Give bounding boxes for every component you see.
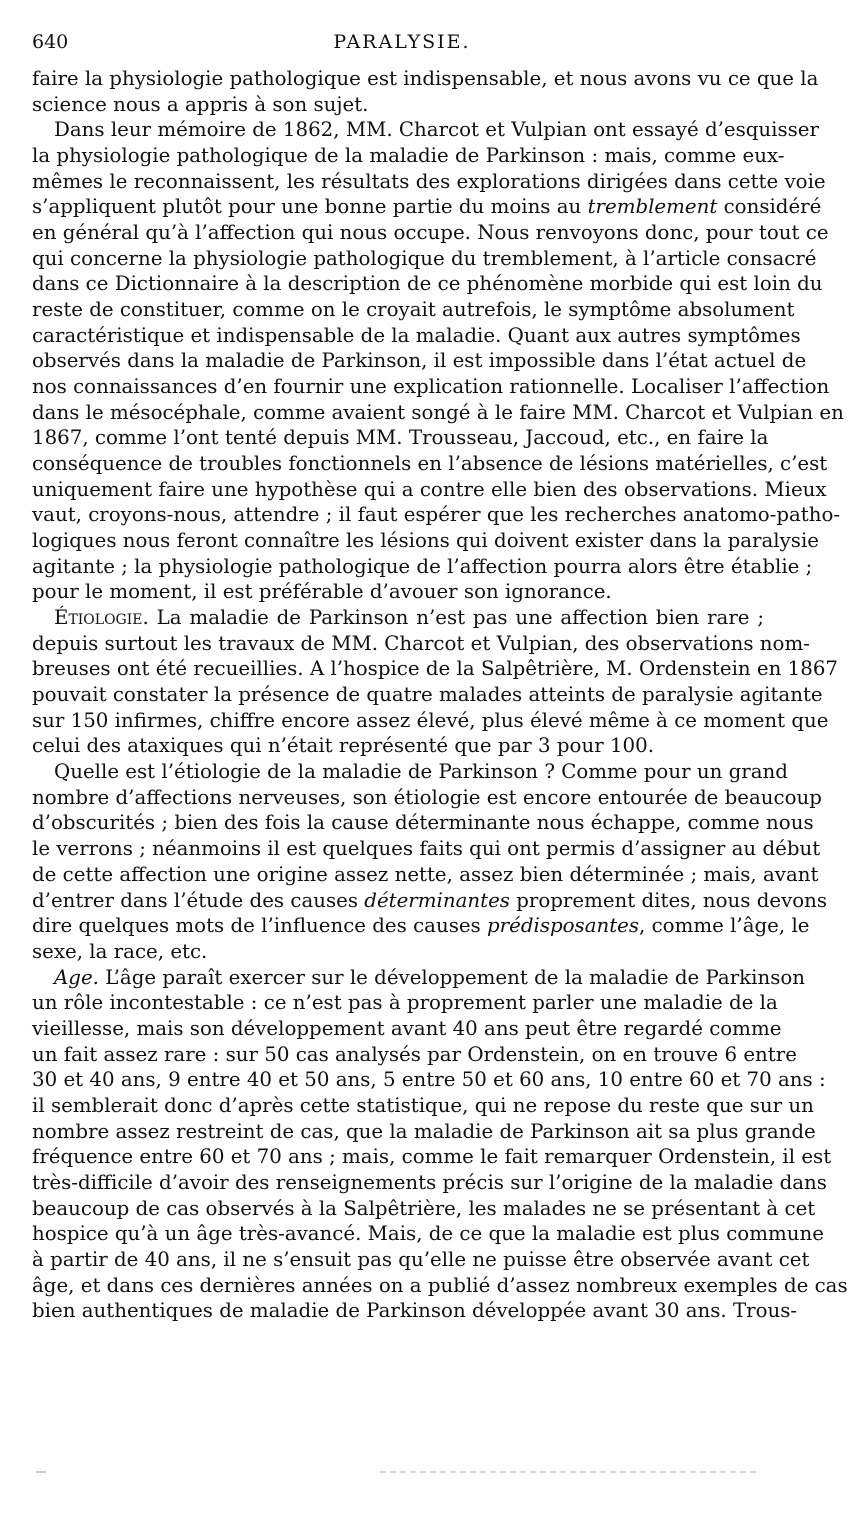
text-line: le verrons ; néanmoins il est quelques faits qui ont permis d’assigner au début bbox=[32, 837, 821, 861]
text-line: faire la physiologie pathologique est indispensable, et nous avons vu ce que la bbox=[32, 67, 819, 90]
footer-mark bbox=[36, 1471, 46, 1473]
text-line: d’obscurités ; bien des fois la cause déterminante nous échappe, comme nous bbox=[32, 811, 814, 835]
emphasis-determinantes: déterminantes bbox=[364, 888, 510, 912]
text-line: pouvait constater la présence de quatre malades atteints de paralysie agitante bbox=[32, 683, 823, 707]
text-line: Quelle est l’étiologie de la maladie de Parkinson ? Comme pour un grand bbox=[54, 760, 788, 784]
text-line: un fait assez rare : sur 50 cas analysés par Ordenstein, on en trouve 6 entre bbox=[32, 1042, 797, 1066]
text-line: caractéristique et indispensable de la maladie. Quant aux autres symptômes bbox=[32, 323, 801, 347]
text-line: dans le mésocéphale, comme avaient songé à le faire MM. Charcot et Vulpian en bbox=[32, 400, 844, 424]
text-line: d’entrer dans l’étude des causes déterminantes proprement dites, nous devons bbox=[32, 888, 828, 912]
text-line: Étiologie. La maladie de Parkinson n’est pas une affection bien rare ; bbox=[54, 606, 764, 630]
text-line: qui concerne la physiologie pathologique du tremblement, à l’article consacré bbox=[32, 246, 817, 270]
text-line: mêmes le reconnaissent, les résultats des explorations dirigées dans cette voie bbox=[32, 169, 826, 193]
running-head bbox=[32, 31, 772, 57]
text-line: 1867, comme l’ont tenté depuis MM. Trousseau, Jaccoud, etc., en faire la bbox=[32, 426, 769, 450]
text-line: nombre d’affections nerveuses, son étiologie est encore entourée de beaucoup bbox=[32, 785, 822, 809]
text-line: depuis surtout les travaux de MM. Charcot et Vulpian, des observations nom- bbox=[32, 631, 810, 655]
text-line: dire quelques mots de l’influence des causes prédisposantes, comme l’âge, le bbox=[32, 914, 810, 938]
text-line: Dans leur mémoire de 1862, MM. Charcot et Vulpian ont essayé d’esquisser bbox=[54, 118, 819, 142]
text-line: science nous a appris à son sujet. bbox=[32, 92, 369, 116]
section-heading-age: Age. bbox=[54, 965, 99, 989]
text-line: vieillesse, mais son développement avant 40 ans peut être regardé comme bbox=[32, 1016, 782, 1040]
text-line: de cette affection une origine assez nette, assez bien déterminée ; mais, avant bbox=[32, 862, 819, 886]
text-line: s’appliquent plutôt pour une bonne partie du moins au tremblement considéré bbox=[32, 195, 822, 219]
text-line: un rôle incontestable : ce n’est pas à proprement parler une maladie de la bbox=[32, 991, 778, 1015]
text-line: agitante ; la physiologie pathologique de l’affection pourra alors être établie ; bbox=[32, 554, 813, 578]
text-line: 30 et 40 ans, 9 entre 40 et 50 ans, 5 entre 50 et 60 ans, 10 entre 60 et 70 ans : bbox=[32, 1068, 826, 1092]
text-line: beaucoup de cas observés à la Salpêtrière, les malades ne se présentant à cet bbox=[32, 1196, 816, 1220]
text-line: hospice qu’à un âge très-avancé. Mais, de ce que la maladie est plus commune bbox=[32, 1222, 824, 1246]
text-line: âge, et dans ces dernières années on a publié d’assez nombreux exemples de cas bbox=[32, 1273, 848, 1297]
text-line: Age. L’âge paraît exercer sur le développement de la maladie de Parkinson bbox=[54, 965, 806, 989]
text-line: à partir de 40 ans, il ne s’ensuit pas qu’elle ne puisse être observée avant cet bbox=[32, 1247, 810, 1271]
text-line: sur 150 infirmes, chiffre encore assez élevé, plus élevé même à ce moment que bbox=[32, 708, 829, 732]
emphasis-tremblement: tremblement bbox=[587, 195, 718, 219]
text-line: logiques nous feront connaître les lésions qui doivent exister dans la paralysie bbox=[32, 529, 819, 553]
text-line: dans ce Dictionnaire à la description de ce phénomène morbide qui est loin du bbox=[32, 272, 823, 296]
text-line: il semblerait donc d’après cette statistique, qui ne repose du reste que sur un bbox=[32, 1093, 814, 1117]
text-line: observés dans la maladie de Parkinson, il est impossible dans l’état actuel de bbox=[32, 349, 807, 373]
text-line: breuses ont été recueillies. A l’hospice de la Salpêtrière, M. Ordenstein en 1867 bbox=[32, 657, 839, 681]
text-line: nombre assez restreint de cas, que la maladie de Parkinson ait sa plus grande bbox=[32, 1119, 816, 1143]
text-line: uniquement faire une hypothèse qui a contre elle bien des observations. Mieux bbox=[32, 477, 827, 501]
text-line: en général qu’à l’affection qui nous occupe. Nous renvoyons donc, pour tout ce bbox=[32, 221, 829, 245]
text-line: vaut, croyons-nous, attendre ; il faut espérer que les recherches anatomo-patho- bbox=[32, 503, 841, 527]
text-line: celui des ataxiques qui n’était représenté que par 3 pour 100. bbox=[32, 734, 654, 758]
text-line: sexe, la race, etc. bbox=[32, 939, 208, 963]
running-title: PARALYSIE. bbox=[333, 31, 471, 53]
body-text bbox=[32, 66, 848, 1324]
text-line: conséquence de troubles fonctionnels en l’absence de lésions matérielles, c’est bbox=[32, 452, 828, 476]
footer-bleedthrough bbox=[380, 1471, 760, 1473]
text-line: nos connaissances d’en fournir une explication rationnelle. Localiser l’affection bbox=[32, 375, 830, 399]
text-line: reste de constituer, comme on le croyait autrefois, le symptôme absolument bbox=[32, 298, 795, 322]
section-heading-etiologie: Étiologie. bbox=[54, 606, 149, 630]
text-line: la physiologie pathologique de la maladie de Parkinson : mais, comme eux- bbox=[32, 144, 785, 168]
emphasis-predisposantes: prédisposantes bbox=[487, 914, 640, 938]
text-line: bien authentiques de maladie de Parkinson développée avant 30 ans. Trous- bbox=[32, 1299, 798, 1323]
text-line: pour le moment, il est préférable d’avouer son ignorance. bbox=[32, 580, 612, 604]
page-number: 640 bbox=[32, 31, 69, 53]
text-line: très-difficile d’avoir des renseignements précis sur l’origine de la maladie dans bbox=[32, 1170, 827, 1194]
text-line: fréquence entre 60 et 70 ans ; mais, comme le fait remarquer Ordenstein, il est bbox=[32, 1145, 832, 1169]
